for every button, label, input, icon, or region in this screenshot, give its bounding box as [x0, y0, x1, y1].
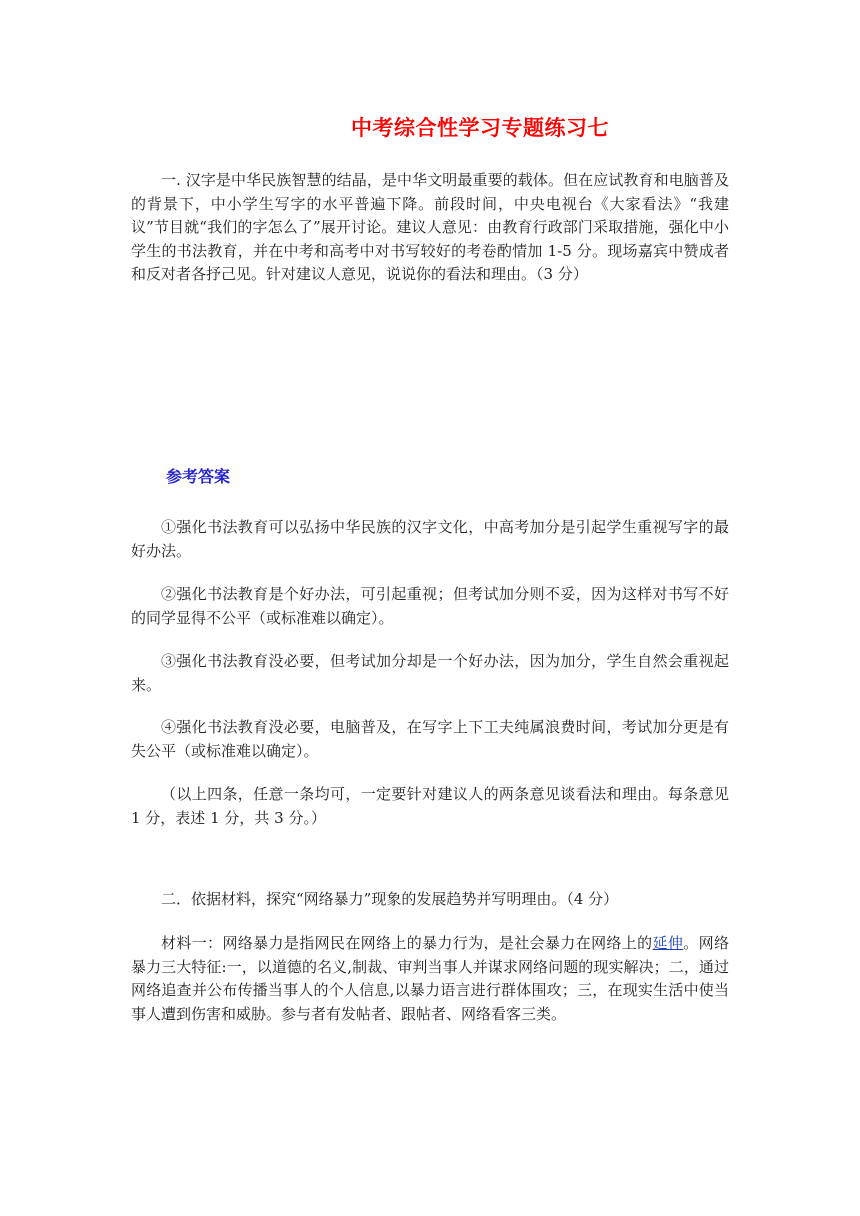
- material-1-text-end: 。网络暴力三大特征:一，以道德的名义,制裁、审判当事人并谋求网络问题的现实解决；二，通过网络追查并公布传播当事人的个人信息,以暴力语言进行群体围攻；三，在现实生活中使当事人遭到伤害和威胁。参与者有发帖者、跟帖者、网络看客三类。: [131, 934, 729, 1023]
- document-title: 中考综合性学习专题练习七: [351, 116, 609, 140]
- material-1: [131, 932, 729, 1026]
- question-2: 二．依据材料，探究“网络暴力”现象的发展趋势并写明理由。（4 分）: [161, 890, 619, 908]
- answer-note: （以上四条，任意一条均可，一定要针对建议人的两条意见谈看法和理由。每条意见 1 分，表述 1 分，共 3 分。）: [131, 785, 729, 827]
- answer-heading: 参考答案: [166, 467, 231, 486]
- answer-item-4: ④强化书法教育没必要，电脑普及，在写字上下工夫纯属浪费时间，考试加分更是有失公平（或标准难以确定）。: [131, 718, 729, 760]
- question-1: 一. 汉字是中华民族智慧的结晶，是中华文明最重要的载体。但在应试教育和电脑普及的背景下，中小学生写字的水平普遍下降。前段时间，中央电视台《大家看法》“我建议”节目就“我们的字怎么了”展开讨论。建议人意见：由教育行政部门采取措施，强化中小学生的书法教育，并在中考和高考中对书写较好的考卷酌情加 1-5 分。现场嘉宾中赞成者和反对者各抒己见。针对建议人意见，说说你的看法和理由。（3 分）: [131, 171, 729, 283]
- material-1-text-start: 材料一：网络暴力是指网民在网络上的暴力行为，是社会暴力在网络上的: [161, 934, 653, 952]
- answer-item-2: ②强化书法教育是个好办法，可引起重视；但考试加分则不妥，因为这样对书写不好的同学显得不公平（或标准难以确定）。: [131, 585, 729, 627]
- answer-item-3: ③强化书法教育没必要，但考试加分却是一个好办法，因为加分，学生自然会重视起来。: [131, 652, 729, 694]
- extension-link[interactable]: 延伸: [652, 934, 684, 952]
- answer-item-1: ①强化书法教育可以弘扬中华民族的汉字文化，中高考加分是引起学生重视写字的最好办法。: [131, 518, 729, 560]
